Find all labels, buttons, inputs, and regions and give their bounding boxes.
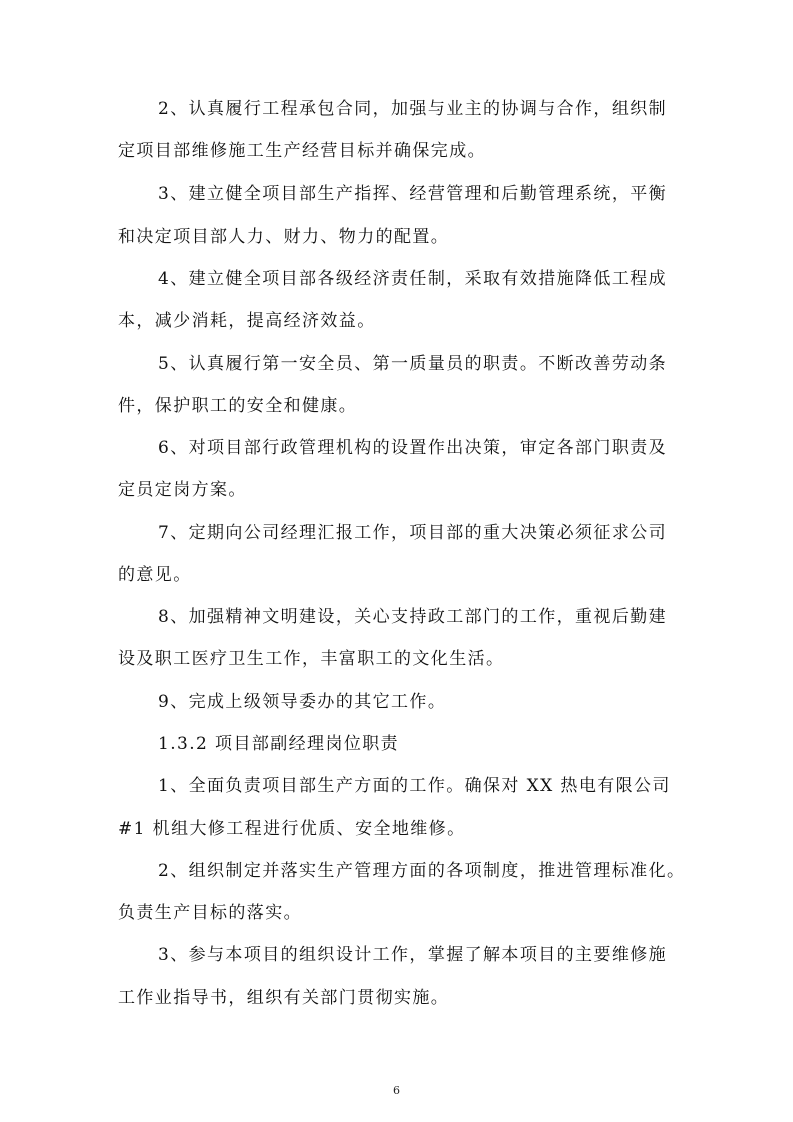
- paragraph-line: 2、认真履行工程承包合同，加强与业主的协调与合作，组织制: [158, 99, 668, 119]
- paragraph-line: 3、建立健全项目部生产指挥、经营管理和后勤管理系统，平衡: [158, 184, 668, 204]
- paragraph-line: 5、认真履行第一安全员、第一质量员的职责。不断改善劳动条: [158, 354, 668, 374]
- paragraph-line: 和决定项目部人力、财力、物力的配置。: [118, 227, 450, 247]
- paragraph-line: 定员定岗方案。: [118, 480, 247, 500]
- paragraph-line: #1 机组大修工程进行优质、安全地维修。: [118, 819, 466, 839]
- paragraph-line: 8、加强精神文明建设，关心支持政工部门的工作，重视后勤建: [158, 607, 668, 627]
- paragraph-line: 3、参与本项目的组织设计工作，掌握了解本项目的主要维修施: [158, 945, 668, 965]
- paragraph-line: 2、组织制定并落实生产管理方面的各项制度，推进管理标准化。: [158, 861, 686, 881]
- paragraph-line: 本，减少消耗，提高经济效益。: [118, 311, 376, 331]
- page-number: 6: [393, 1084, 400, 1097]
- paragraph-line: 定项目部维修施工生产经营目标并确保完成。: [118, 141, 486, 161]
- paragraph-line: 件，保护职工的安全和健康。: [118, 396, 358, 416]
- section-heading: 1.3.2 项目部副经理岗位职责: [158, 734, 400, 754]
- paragraph-line: 6、对项目部行政管理机构的设置作出决策，审定各部门职责及: [158, 438, 668, 458]
- paragraph-line: 9、完成上级领导委办的其它工作。: [158, 692, 447, 712]
- paragraph-line: 工作业指导书，组织有关部门贯彻实施。: [118, 988, 450, 1008]
- paragraph-line: 负责生产目标的落实。: [118, 903, 302, 923]
- paragraph-line: 设及职工医疗卫生工作，丰富职工的文化生活。: [118, 649, 505, 669]
- paragraph-line: 1、全面负责项目部生产方面的工作。确保对 XX 热电有限公司: [158, 776, 671, 796]
- paragraph-line: 的意见。: [118, 565, 192, 585]
- paragraph-line: 7、定期向公司经理汇报工作，项目部的重大决策必须征求公司: [158, 523, 668, 543]
- paragraph-line: 4、建立健全项目部各级经济责任制，采取有效措施降低工程成: [158, 269, 668, 289]
